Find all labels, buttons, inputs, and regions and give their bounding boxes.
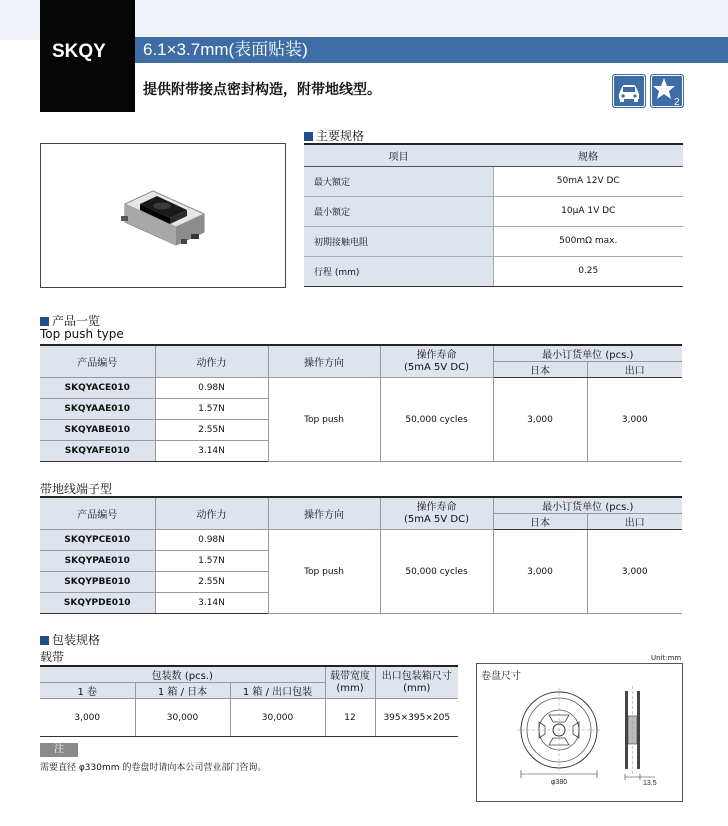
table-row [40, 699, 458, 737]
specs-section-title: 主要规格 [304, 127, 364, 144]
reel-dimension-box [476, 663, 683, 802]
header-direction: 操作方向 [268, 497, 380, 530]
actuating-force: 0.98N [155, 530, 268, 551]
spec-item: 初期接触电阻 [304, 226, 493, 256]
note-label: 注 [40, 743, 78, 757]
reel-width-label: 13.5 [643, 780, 657, 787]
table-row [304, 166, 683, 196]
header-qty: 包装数 (pcs.) [40, 666, 325, 683]
actuating-force: 1.57N [155, 551, 268, 572]
page-subtitle: 提供附带接点密封构造，附带地线型。 [143, 82, 381, 98]
qty-reel: 3,000 [40, 699, 135, 737]
table-row [40, 378, 682, 399]
group-label-ground-terminal: 带地线端子型 [40, 482, 113, 496]
page-title: 6.1×3.7mm(表面贴装) [143, 40, 308, 59]
qty-case-export: 30,000 [230, 699, 325, 737]
header-direction: 操作方向 [268, 345, 380, 378]
reel-diameter-label: φ380 [550, 779, 568, 786]
header-life: 操作寿命 (5mA 5V DC) [380, 497, 493, 530]
reel-title: 卷盘尺寸 [481, 671, 521, 682]
header-case-japan: 1 箱 / 日本 [135, 683, 230, 699]
unit-label: Unit:mm [651, 654, 682, 662]
product-table-top-push [40, 344, 682, 462]
operating-direction: Top push [268, 530, 380, 614]
header-japan: 日本 [493, 514, 587, 530]
actuating-force: 2.55N [155, 572, 268, 593]
products-section-title: 产品一览 [40, 312, 100, 329]
table-row [304, 256, 683, 286]
part-number: SKQYPAE010 [40, 551, 155, 572]
actuating-force: 2.55N [155, 420, 268, 441]
actuating-force: 3.14N [155, 593, 268, 614]
note-text: 需要直径 φ330mm 的卷盘时请向本公司营业部门咨询。 [40, 763, 267, 773]
header-part-no: 产品编号 [40, 497, 155, 530]
moq-japan: 3,000 [493, 378, 587, 462]
packaging-sub-title: 载带 [40, 650, 65, 664]
part-number: SKQYAAE010 [40, 399, 155, 420]
header-export: 出口 [587, 362, 682, 378]
specs-header-spec: 规格 [493, 144, 683, 166]
actuating-force: 1.57N [155, 399, 268, 420]
spec-value: 50mA 12V DC [493, 166, 683, 196]
actuating-force: 0.98N [155, 378, 268, 399]
operating-life: 50,000 cycles [380, 378, 493, 462]
header-case-export: 1 箱 / 出口包装 [230, 683, 325, 699]
product-table-ground-terminal [40, 496, 682, 614]
operating-direction: Top push [268, 378, 380, 462]
header-moq: 最小订货单位 (pcs.) [493, 497, 682, 514]
part-number: SKQYPCE010 [40, 530, 155, 551]
table-row [40, 530, 682, 551]
spec-value: 10μA 1V DC [493, 196, 683, 226]
spec-item: 最小額定 [304, 196, 493, 226]
header-export: 出口 [587, 514, 682, 530]
moq-export: 3,000 [587, 378, 682, 462]
moq-japan: 3,000 [493, 530, 587, 614]
qty-case-japan: 30,000 [135, 699, 230, 737]
spec-value: 500mΩ max. [493, 226, 683, 256]
title-bar [135, 37, 728, 63]
part-number: SKQYABE010 [40, 420, 155, 441]
header-force: 动作力 [155, 497, 268, 530]
product-photo [40, 143, 286, 288]
specs-header-item: 项目 [304, 144, 493, 166]
part-number: SKQYPDE010 [40, 593, 155, 614]
table-row [304, 226, 683, 256]
moq-export: 3,000 [587, 530, 682, 614]
model-name: SKQY [52, 41, 106, 62]
spec-item: 最大額定 [304, 166, 493, 196]
header-reel: 1 卷 [40, 683, 135, 699]
badge-number: 2 [674, 97, 680, 108]
header-box-size: 出口包装箱尺寸 (mm) [375, 666, 458, 699]
header-tape-width: 载带宽度 (mm) [325, 666, 375, 699]
header-japan: 日本 [493, 362, 587, 378]
packaging-section-title: 包装规格 [40, 631, 100, 648]
reel-drawing [477, 664, 682, 801]
packaging-table [40, 665, 458, 737]
table-row [304, 196, 683, 226]
part-number: SKQYAFE010 [40, 441, 155, 462]
header-part-no: 产品编号 [40, 345, 155, 378]
part-number: SKQYACE010 [40, 378, 155, 399]
header-force: 动作力 [155, 345, 268, 378]
header-life: 操作寿命 (5mA 5V DC) [380, 345, 493, 378]
part-number: SKQYPBE010 [40, 572, 155, 593]
box-size: 395×395×205 [375, 699, 458, 737]
star-2-icon [650, 74, 684, 108]
car-icon [612, 74, 646, 108]
operating-life: 50,000 cycles [380, 530, 493, 614]
actuating-force: 3.14N [155, 441, 268, 462]
header-moq: 最小订货单位 (pcs.) [493, 345, 682, 362]
specs-table [304, 143, 683, 287]
group-label-top-push: Top push type [40, 327, 124, 341]
spec-value: 0.25 [493, 256, 683, 286]
tape-width: 12 [325, 699, 375, 737]
spec-item: 行程 (mm) [304, 256, 493, 286]
